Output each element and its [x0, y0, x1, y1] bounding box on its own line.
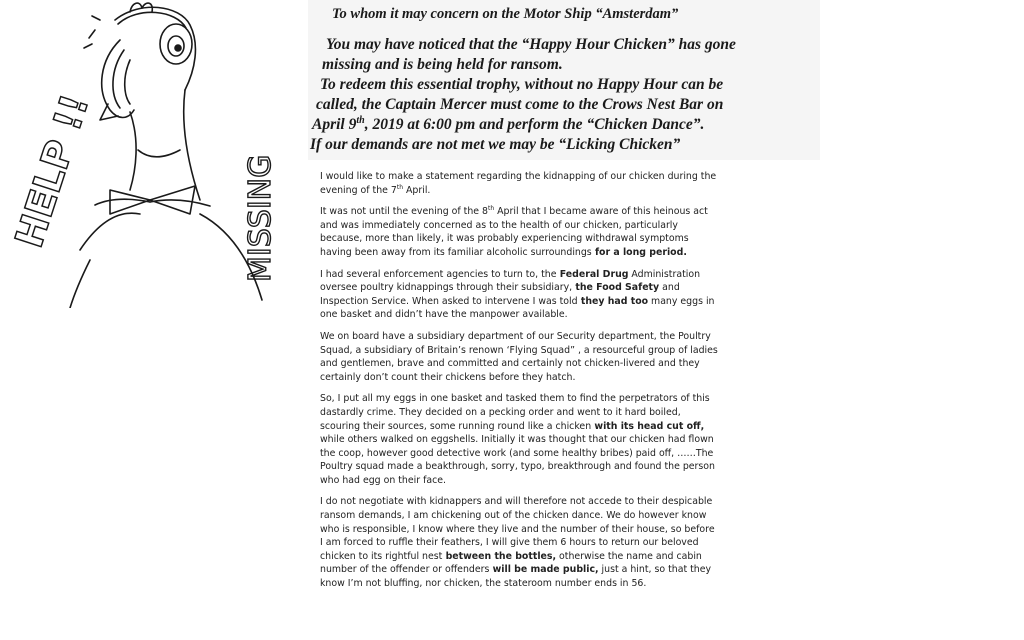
ransom-line: You may have noticed that the “Happy Hour Chicken” has gone: [326, 36, 736, 53]
missing-scribble: MISSING: [243, 154, 278, 282]
statement-paragraph: I do not negotiate with kidnappers and will therefore not accede to their despicable ransom demands, I am chickening out of the chicken dance. We do however know who is responsible, I know where they live and the number of their house, so before I am forced to ruffle their feathers, I will give them 6 hours to return our beloved chicken to its rightful nest between the bottles, otherwise the name and cabin number of the offender or offenders will be made public, just a hint, so that they know I’m not bluffing, nor chicken, the stateroom number ends in 56.: [320, 496, 715, 590]
help-scribble: HELP !!: [6, 89, 98, 253]
statement-paragraph: So, I put all my eggs in one basket and tasked them to find the perpetrators of this dastardly crime. They decided on a pecking order and went to it hard boiled, scouring their sources, some running round like a chicken with its head cut off, while others walked on eggshells. Initially it was thought that our chicken had flown the coop, however good detective work (and some healthy bribes) paid off, ……The Poultry squad made a beakthrough, sorry, typo, breakthrough and found the person who had egg on their face.: [320, 393, 715, 486]
statement-paragraph: I would like to make a statement regarding the kidnapping of our chicken during the evening of the 7th April.: [320, 171, 717, 196]
ransom-line: called, the Captain Mercer must come to the Crows Nest Bar on: [316, 96, 724, 113]
ransom-line: If our demands are not met we may be “Licking Chicken”: [310, 136, 681, 153]
captain-statement: [320, 170, 720, 640]
ransom-line: missing and is being held for ransom.: [322, 56, 563, 73]
ransom-note: [308, 0, 820, 160]
chicken-sketch: [0, 0, 308, 308]
statement-paragraph: We on board have a subsidiary department of our Security department, the Poultry Squad, a subsidiary of Britain’s renown ‘Flying Squad” , a resourceful group of ladies and gentlemen, brave and committed and certainly not chicken-livered and they certainly don’t count their chickens before they hatch.: [320, 330, 718, 383]
ransom-line: April 9th, 2019 at 6:00 pm and perform the “Chicken Dance”.: [312, 114, 705, 133]
chicken-drawing: [0, 0, 308, 308]
ransom-title: To whom it may concern on the Motor Ship “Amsterdam”: [332, 6, 679, 22]
ransom-line: To redeem this essential trophy, without no Happy Hour can be: [320, 76, 724, 93]
statement-paragraph: I had several enforcement agencies to turn to, the Federal Drug Administration oversee poultry kidnappings through their subsidiary, the Food Safety and Inspection Service. When asked to intervene I was told they had too many eggs in one basket and didn’t have the manpower available.: [320, 268, 715, 321]
statement-paragraph: It was not until the evening of the 8th April that I became aware of this heinous act and was immediately concerned as to the health of our chicken, particularly because, more than likely, it was probably experiencing withdrawal symptoms having been away from its familiar alcoholic surroundings for a long period.: [320, 205, 708, 258]
